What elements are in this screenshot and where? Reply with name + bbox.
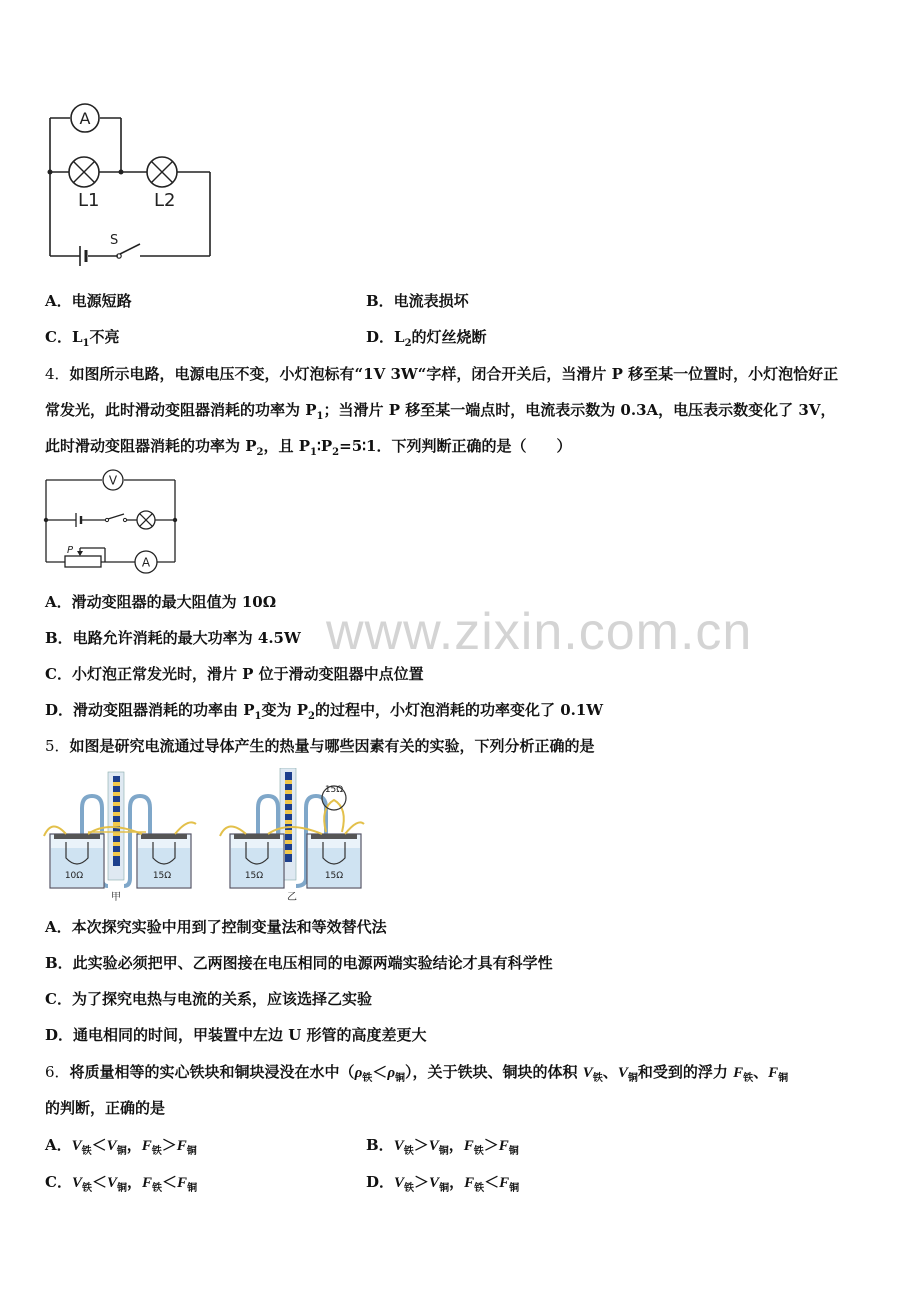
q5-option-d[interactable]: D．通电相同的时间，甲装置中左边 U 形管的高度差更大 xyxy=(45,1026,427,1044)
q4-line3-pre: 此时滑动变阻器消耗的功率为 P xyxy=(45,437,257,455)
q4-line2-post: ；当滑片 P 移至某一端点时，电流表示数为 0.3A，电压表示数变化了 3V， xyxy=(323,401,836,419)
q4-option-d-post: 的过程中，小灯泡消耗的功率变化了 0.1W xyxy=(314,701,604,719)
q4-option-c[interactable]: C．小灯泡正常发光时，滑片 P 位于滑动变阻器中点位置 xyxy=(45,665,424,683)
q3-option-b[interactable]: B．电流表损坏 xyxy=(366,292,469,310)
q5-option-a[interactable]: A．本次探究实验中用到了控制变量法和等效替代法 xyxy=(45,918,387,936)
q4-line3-post: =5∶1．下列判断正确的是（ ） xyxy=(339,437,572,455)
q6-option-b[interactable] xyxy=(366,1134,519,1157)
q6-d-s3: 铁 xyxy=(474,1183,485,1194)
q6-c-op2: ＜ xyxy=(162,1173,178,1191)
q6-c-s2: 铜 xyxy=(117,1183,127,1194)
voltmeter-icon xyxy=(103,470,123,490)
q4-option-a[interactable]: A．滑动变阻器的最大阻值为 10Ω xyxy=(45,593,277,611)
q6-d-op2: ＜ xyxy=(484,1173,500,1191)
q6-sub-tie-1: 铁 xyxy=(362,1073,373,1084)
q6-c-comma: ， xyxy=(127,1173,143,1191)
yi-top-resistor: 15Ω xyxy=(324,785,344,795)
lamp-icon xyxy=(137,511,155,529)
q6-c-s3: 铁 xyxy=(152,1183,163,1194)
q6-b-s1: 铁 xyxy=(403,1146,414,1157)
q3-option-c-post: 不亮 xyxy=(89,328,120,346)
q6-b-f2: F xyxy=(498,1138,509,1154)
q4-option-d-pre: D．滑动变阻器消耗的功率由 P xyxy=(45,701,255,719)
yi-label: 乙 xyxy=(287,892,297,903)
q6-d-f2: F xyxy=(499,1175,510,1191)
experiment-figure xyxy=(42,768,367,906)
q6-c-s1: 铁 xyxy=(81,1183,92,1194)
q6-sub-tie-2: 铁 xyxy=(592,1073,603,1084)
circuit-diagram-2 xyxy=(40,468,185,578)
q6-a-s3: 铁 xyxy=(151,1146,162,1157)
q6-d-label: D． xyxy=(366,1173,395,1191)
q6-d-comma: ， xyxy=(449,1173,465,1191)
q4-line2-pre: 常发光，此时滑动变阻器消耗的功率为 P xyxy=(45,401,317,419)
q4-option-b[interactable]: B．电路允许消耗的最大功率为 4.5W xyxy=(45,629,301,647)
q6-c-op1: ＜ xyxy=(91,1173,107,1191)
q6-a-f1: F xyxy=(141,1138,152,1154)
apparatus-yi xyxy=(220,768,364,903)
q4-option-d-sub1: 1 xyxy=(254,711,262,722)
q4-option-d-sub2: 2 xyxy=(308,711,315,722)
lamp-l1-label: L1 xyxy=(78,190,100,211)
q6-a-v2: V xyxy=(106,1138,117,1154)
q3-option-c-pre: C．L xyxy=(45,328,83,346)
q6-line1-c: 和受到的浮力 xyxy=(637,1063,734,1081)
svg-text:V: V xyxy=(108,473,118,488)
q4-stem-line1 xyxy=(45,363,838,384)
q6-a-s2: 铜 xyxy=(116,1146,127,1157)
q4-line3-mid2: ∶P xyxy=(316,437,333,455)
q4-line3-sub1: 2 xyxy=(256,447,264,458)
watermark: www.zixin.com.cn xyxy=(326,603,753,661)
q6-f-tie: F xyxy=(733,1065,744,1081)
q4-option-d[interactable] xyxy=(45,699,603,722)
q6-sub-tie-3: 铁 xyxy=(743,1073,754,1084)
q6-option-d[interactable] xyxy=(366,1171,519,1194)
circuit-diagram-1 xyxy=(40,98,220,270)
switch-label: S xyxy=(110,233,119,248)
q6-d-v1: V xyxy=(394,1175,405,1191)
q6-stem-line2: 的判断，正确的是 xyxy=(45,1099,166,1117)
q6-a-s4: 铜 xyxy=(186,1146,197,1157)
q6-a-op1: ＜ xyxy=(91,1136,107,1154)
lamp-l2-icon xyxy=(147,157,177,187)
yi-left-resistor: 15Ω xyxy=(244,871,264,881)
q3-option-d-pre: D．L xyxy=(366,328,405,346)
q6-f-tong: F xyxy=(768,1065,779,1081)
q6-d-op1: ＞ xyxy=(414,1173,430,1191)
q6-c-label: C． xyxy=(45,1173,72,1191)
ammeter-icon xyxy=(71,104,99,132)
q6-d-f1: F xyxy=(464,1175,475,1191)
q6-b-s3: 铁 xyxy=(473,1146,484,1157)
q6-c-f2: F xyxy=(177,1175,188,1191)
q6-b-v2: V xyxy=(428,1138,439,1154)
q4-number: 4． xyxy=(45,365,70,383)
q3-option-a[interactable]: A．电源短路 xyxy=(45,292,132,310)
q6-rho-1: ρ xyxy=(354,1065,363,1081)
q6-dun-1: 、 xyxy=(602,1063,618,1081)
jia-right-resistor: 15Ω xyxy=(152,871,172,881)
jia-left-resistor: 10Ω xyxy=(64,871,84,881)
q5-option-b[interactable]: B．此实验必须把甲、乙两图接在电压相同的电源两端实验结论才具有科学性 xyxy=(45,954,553,972)
q5-stem xyxy=(45,735,595,756)
q6-dun-2: 、 xyxy=(753,1063,769,1081)
q4-line2-sub: 1 xyxy=(316,411,324,422)
q6-line1-a: 将质量相等的实心铁块和铜块浸没在水中（ xyxy=(69,1063,355,1081)
q6-c-v1: V xyxy=(71,1175,82,1191)
q6-c-f1: F xyxy=(142,1175,153,1191)
q5-number: 5． xyxy=(45,737,70,755)
q4-line3-sub3: 2 xyxy=(332,447,340,458)
q4-line3-mid: ，且 P xyxy=(263,437,310,455)
q6-b-comma: ， xyxy=(448,1136,464,1154)
q3-option-d[interactable] xyxy=(366,326,487,349)
q6-a-v1: V xyxy=(71,1138,82,1154)
ammeter-icon xyxy=(135,551,157,573)
jia-label: 甲 xyxy=(111,892,121,903)
q6-a-op2: ＞ xyxy=(161,1136,177,1154)
q6-b-op1: ＞ xyxy=(413,1136,429,1154)
q6-c-s4: 铜 xyxy=(187,1183,198,1194)
q5-stem-text: 如图是研究电流通过导体产生的热量与哪些因素有关的实验，下列分析正确的是 xyxy=(69,737,595,755)
q3-option-c[interactable] xyxy=(45,326,119,349)
q6-a-label: A． xyxy=(45,1136,72,1154)
q6-d-s1: 铁 xyxy=(404,1183,415,1194)
svg-text:A: A xyxy=(79,109,91,128)
svg-text:A: A xyxy=(141,555,151,570)
q6-lt: ＜ xyxy=(372,1063,388,1081)
q6-line1-b: ），关于铁块、铜块的体积 xyxy=(405,1063,583,1081)
q4-line3-sub2: 1 xyxy=(310,447,317,458)
q6-b-v1: V xyxy=(393,1138,404,1154)
q3-option-d-post: 的灯丝烧断 xyxy=(411,328,487,346)
q6-b-label: B． xyxy=(366,1136,394,1154)
q6-sub-tong-3: 铜 xyxy=(778,1073,789,1084)
q6-b-f1: F xyxy=(463,1138,474,1154)
q6-a-comma: ， xyxy=(126,1136,142,1154)
q6-a-s1: 铁 xyxy=(81,1146,92,1157)
q6-sub-tong-1: 铜 xyxy=(395,1073,406,1084)
q5-option-c[interactable]: C．为了探究电热与电流的关系，应该选择乙实验 xyxy=(45,990,372,1008)
q6-d-s4: 铜 xyxy=(509,1183,520,1194)
q6-option-a[interactable] xyxy=(45,1134,197,1157)
q6-stem-line1 xyxy=(45,1061,788,1084)
q3-option-d-sub: 2 xyxy=(404,338,412,349)
q6-d-v2: V xyxy=(429,1175,440,1191)
q6-option-c[interactable] xyxy=(45,1171,197,1194)
q4-line1-text: 如图所示电路，电源电压不变，小灯泡标有“1V 3W“字样，闭合开关后，当滑片 P 移至某一位置时，小灯泡恰好正 xyxy=(69,365,839,383)
yi-right-resistor: 15Ω xyxy=(324,871,344,881)
slider-label: P xyxy=(67,545,74,556)
q6-sub-tong-2: 铜 xyxy=(627,1073,638,1084)
q6-v-tie: V xyxy=(582,1065,593,1081)
q6-b-s4: 铜 xyxy=(508,1146,519,1157)
apparatus-jia xyxy=(44,772,196,903)
lamp-l1-icon xyxy=(69,157,99,187)
q4-option-d-mid: 变为 P xyxy=(261,701,308,719)
q6-a-f2: F xyxy=(176,1138,187,1154)
q6-v-tong: V xyxy=(617,1065,628,1081)
q6-number: 6． xyxy=(45,1063,70,1081)
q3-option-c-sub: 1 xyxy=(82,338,90,349)
q6-rho-2: ρ xyxy=(387,1065,396,1081)
q6-c-v2: V xyxy=(106,1175,117,1191)
q6-b-op2: ＞ xyxy=(483,1136,499,1154)
lamp-l2-label: L2 xyxy=(154,190,176,211)
q4-stem-line2 xyxy=(45,399,835,422)
q6-d-s2: 铜 xyxy=(439,1183,450,1194)
q6-b-s2: 铜 xyxy=(438,1146,449,1157)
q4-stem-line3 xyxy=(45,435,571,458)
